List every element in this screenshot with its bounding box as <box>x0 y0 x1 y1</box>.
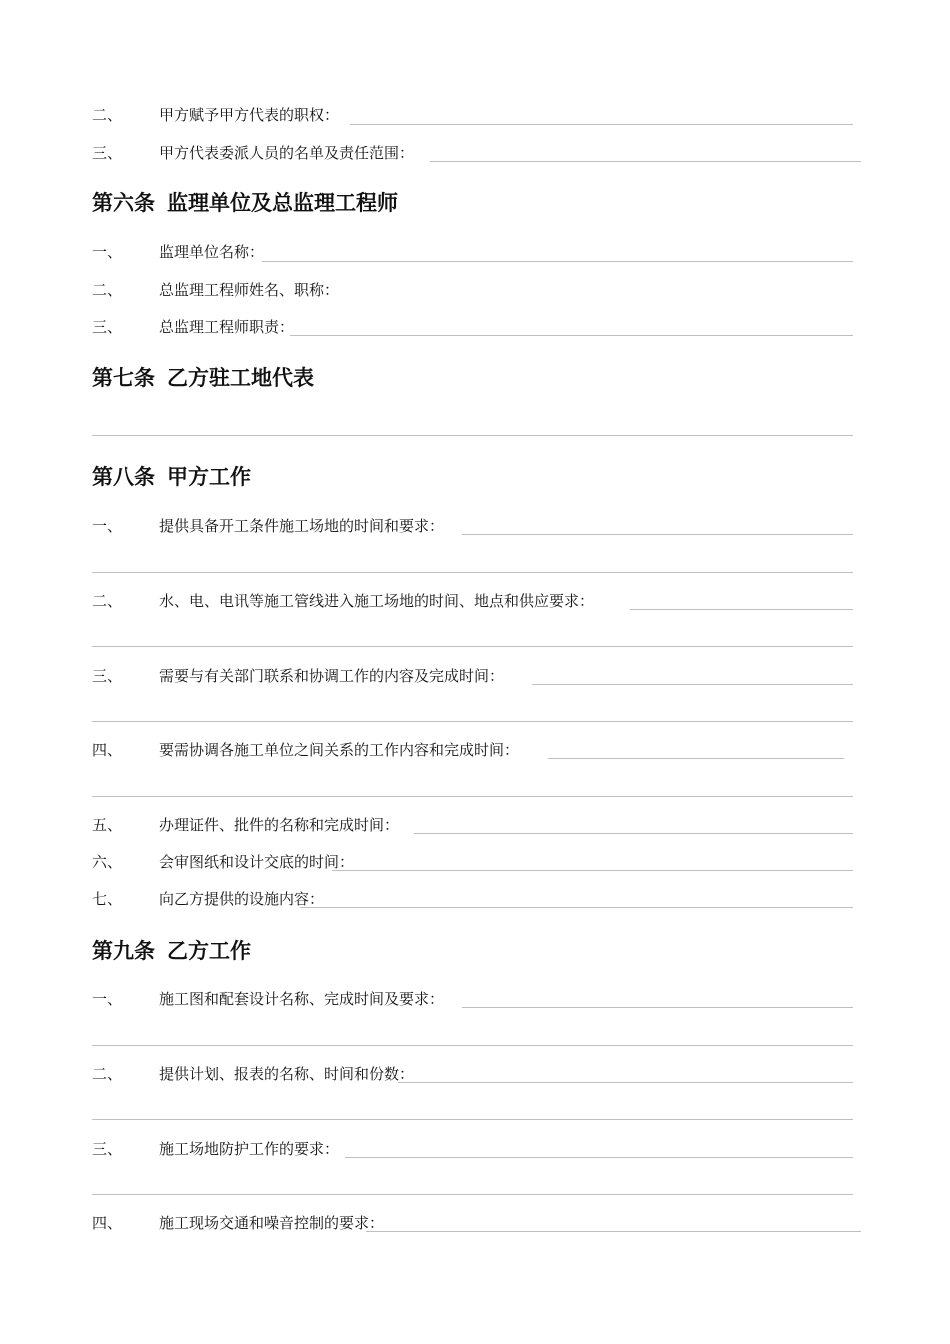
fill-in-line <box>345 1157 853 1158</box>
item-text: 要需协调各施工单位之间关系的工作内容和完成时间： <box>159 741 520 759</box>
fill-in-line <box>332 870 853 871</box>
item-text: 甲方代表委派人员的名单及责任范围： <box>159 144 415 162</box>
article9-heading <box>92 935 251 965</box>
fill-in-line <box>548 758 844 759</box>
fill-in-line <box>532 684 853 685</box>
article-title: 乙方工作 <box>167 939 251 963</box>
item-number: 三、 <box>92 667 123 685</box>
fill-in-line <box>92 646 853 647</box>
item-number: 四、 <box>92 1214 123 1232</box>
item-number: 三、 <box>92 144 123 162</box>
fill-in-line <box>630 609 853 610</box>
fill-in-line <box>92 721 853 722</box>
article8-heading <box>92 461 251 491</box>
item-text: 水、电、电讯等施工管线进入施工场地的时间、地点和供应要求： <box>159 592 595 610</box>
fill-in-line <box>92 572 853 573</box>
item-number: 五、 <box>92 816 123 834</box>
fill-in-line <box>462 1007 853 1008</box>
item-number: 二、 <box>92 281 123 299</box>
item-text: 向乙方提供的设施内容： <box>159 890 325 908</box>
fill-in-line <box>366 1231 861 1232</box>
item-text: 甲方赋予甲方代表的职权： <box>159 106 340 124</box>
item-text: 办理证件、批件的名称和完成时间： <box>159 816 400 834</box>
fill-in-line <box>92 435 853 436</box>
fill-in-line <box>350 124 853 125</box>
item-number: 一、 <box>92 517 123 535</box>
fill-in-line <box>92 796 853 797</box>
item-text: 提供具备开工条件施工场地的时间和要求： <box>159 517 445 535</box>
fill-in-line <box>414 833 853 834</box>
fill-in-line <box>262 261 853 262</box>
item-text: 总监理工程师姓名、职称： <box>159 281 340 299</box>
fill-in-line <box>300 907 853 908</box>
article-number: 第六条 <box>92 191 155 215</box>
article-number: 第八条 <box>92 465 155 489</box>
item-text: 需要与有关部门联系和协调工作的内容及完成时间： <box>159 667 505 685</box>
item-text: 提供计划、报表的名称、时间和份数： <box>159 1065 415 1083</box>
fill-in-line <box>430 161 861 162</box>
article-number: 第七条 <box>92 366 155 390</box>
article6-heading <box>92 187 398 217</box>
item-number: 一、 <box>92 243 123 261</box>
item-text: 总监理工程师职责： <box>159 318 295 336</box>
item-number: 二、 <box>92 592 123 610</box>
fill-in-line <box>290 335 853 336</box>
fill-in-line <box>398 1082 853 1083</box>
fill-in-line <box>92 1119 853 1120</box>
item-text: 会审图纸和设计交底的时间： <box>159 853 355 871</box>
item-number: 三、 <box>92 1140 123 1158</box>
item-number: 三、 <box>92 318 123 336</box>
item-number: 二、 <box>92 1065 123 1083</box>
item-number: 二、 <box>92 106 123 124</box>
fill-in-line <box>92 1045 853 1046</box>
item-text: 施工场地防护工作的要求： <box>159 1140 340 1158</box>
item-text: 监理单位名称： <box>159 243 265 261</box>
item-number: 一、 <box>92 990 123 1008</box>
item-number: 四、 <box>92 741 123 759</box>
fill-in-line <box>462 534 853 535</box>
item-text: 施工图和配套设计名称、完成时间及要求： <box>159 990 445 1008</box>
item-number: 六、 <box>92 853 123 871</box>
fill-in-line <box>92 1194 853 1195</box>
article-title: 甲方工作 <box>167 465 251 489</box>
item-number: 七、 <box>92 890 123 908</box>
article-title: 监理单位及总监理工程师 <box>167 191 398 215</box>
article7-heading <box>92 362 314 392</box>
article-number: 第九条 <box>92 939 155 963</box>
item-text: 施工现场交通和噪音控制的要求： <box>159 1214 385 1232</box>
article-title: 乙方驻工地代表 <box>167 366 314 390</box>
